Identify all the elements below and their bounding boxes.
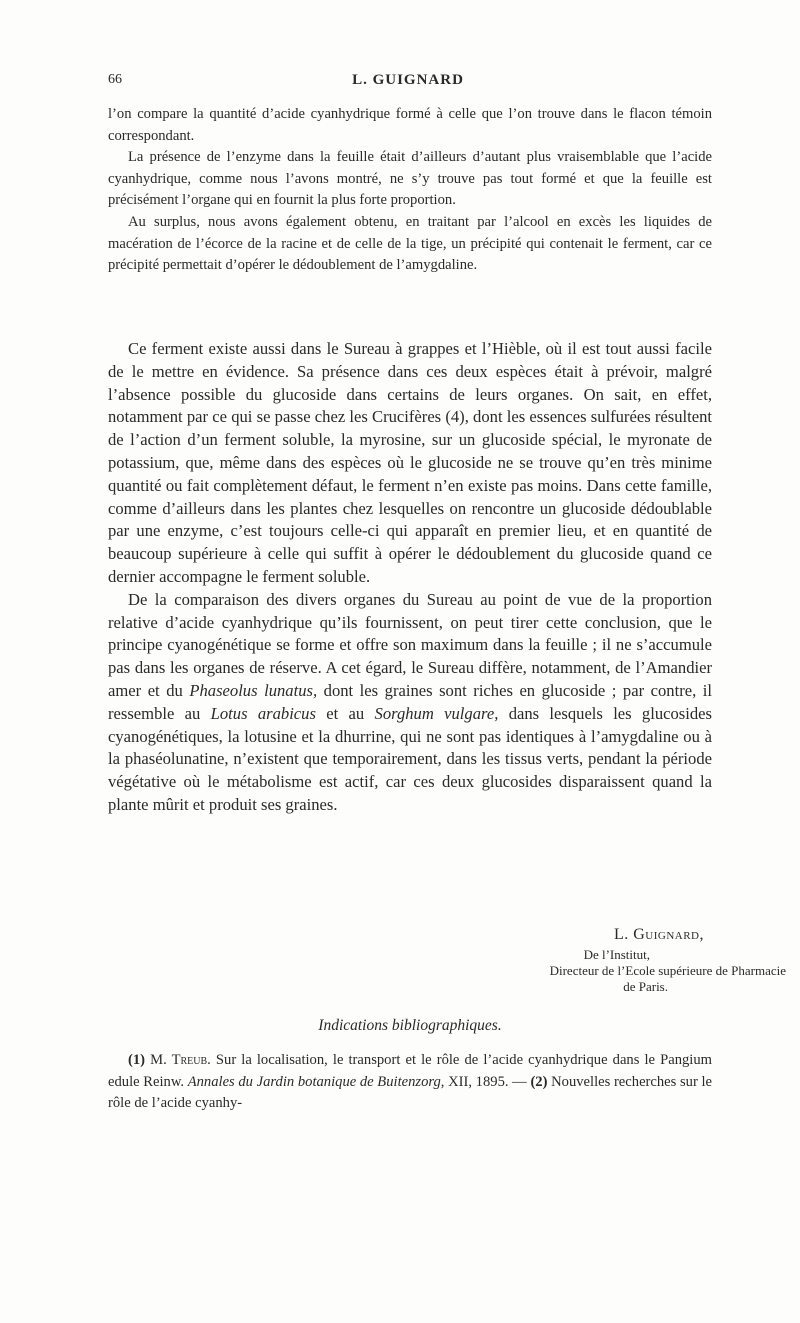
ref-1-details: XII, 1895. — <box>444 1073 531 1090</box>
paragraph-4: Ce ferment existe aussi dans le Sureau à grappes et l’Hièble, où il est tout aussi facile de le mettre en évidence. Sa présence dans ces deux espèces était à prévoir, malgré l’absence possible du glucoside dans certains de leurs organes. On sait, en effet, notamment par ce qui se passe chez les Crucifères (4), dont les essences sulfurées résultent de l’action d’un ferment soluble, la myrosine, sur un glucoside spécial, le myronate de potassium, que, même dans des espèces où le glucoside ne se trouve qu’en très minime quantité ou fait complètement défaut, le ferment n’en existe pas moins. Dans cette famille, comme d’ailleurs dans les plantes chez lesquelles on rencontre un glucoside dédoublable par une enzyme, c’est toujours celle-ci qui apparaît en premier lieu, et en quantité de beaucoup supérieure à celle qui suffit à opérer le dédoublement du glucoside quand ce dernier accompagne le ferment soluble. <box>108 339 712 586</box>
intro-paragraphs <box>108 104 712 277</box>
bibliography-list <box>108 1050 712 1115</box>
paragraph-2: La présence de l’enzyme dans la feuille était d’ailleurs d’autant plus vraisemblable que l’acide cyanhydrique, comme nous l’avons montré, ne s’y trouve pas tout formé et que la feuille est précisément l’organe qui en fournit la plus forte proportion. <box>108 149 712 209</box>
species-sorghum: Sorghum vulgare, <box>374 703 499 723</box>
author-position: Directeur de l’Ecole supérieure de Pharmacie <box>549 963 786 978</box>
ref-2-title: Nouvelles recherches sur le rôle de l’acide cyanhy- <box>108 1073 713 1112</box>
main-paragraphs <box>108 338 712 817</box>
ref-1-title: Sur la localisation, le transport et le rôle de l’acide cyanhydrique dans le Pangium edule Reinw. <box>108 1052 712 1090</box>
bibliography-heading: Indications bibliographiques. <box>318 1017 502 1034</box>
paragraph-5-text-b: dont les graines sont riches en glucoside ; par contre, il ressemble au <box>108 680 712 723</box>
bibliography-entry <box>108 1050 712 1115</box>
ref-1-journal: Annales du Jardin botanique de Buitenzorg, <box>187 1073 445 1090</box>
author-signature: L. Guignard, <box>613 926 704 943</box>
paragraph-5 <box>108 589 712 817</box>
ref-1-number: (1) <box>128 1052 146 1068</box>
author-title: De l’Institut, <box>583 947 650 962</box>
author-location: de Paris. <box>623 979 668 994</box>
paragraph-5-text-c: et au <box>315 703 375 723</box>
paragraph-1: l’on compare la quantité d’acide cyanhydrique formé à celle que l’on trouve dans le flacon témoin correspondant. <box>108 106 712 144</box>
page-number: 66 <box>108 72 122 87</box>
paragraph-3: Au surplus, nous avons également obtenu, en traitant par l’alcool en excès les liquides de macération de l’écorce de la racine et de celle de la tige, un précipité qui contenait le ferment, car ce précipité permettait d’opérer le dédoublement de l’amygdaline. <box>108 213 712 274</box>
page-header <box>108 72 708 92</box>
species-phaseolus: Phaseolus lunatus, <box>189 680 318 700</box>
running-head: L. GUIGNARD <box>352 72 464 88</box>
ref-1-author: M. Treub. <box>150 1052 211 1068</box>
paragraph-5-text-d: dans lesquels les glucosides cyanogénétiques, la lotusine et la dhurrine, qui ne sont pas identiques à l’amygdaline ou à la phaséolunatine, n’existent que temporairement, dans les tissus verts, pendant la période végétative où le métabolisme est actif, car ces deux glucosides disparaissent quand la plante mûrit et produit ses graines. <box>108 703 712 814</box>
species-lotus: Lotus arabicus <box>210 703 316 723</box>
ref-2-number: (2) <box>530 1073 548 1090</box>
paragraph-5-text-a: De la comparaison des divers organes du Sureau au point de vue de la proportion relative d’acide cyanhydrique qu’ils fournissent, on peut tirer cette conclusion, que le principe cyanogénétique se forme et offre son maximum dans la feuille ; il ne s’accumule pas dans les organes de réserve. A cet égard, le Sureau diffère, notamment, de l’Amandier amer et du <box>108 589 712 700</box>
